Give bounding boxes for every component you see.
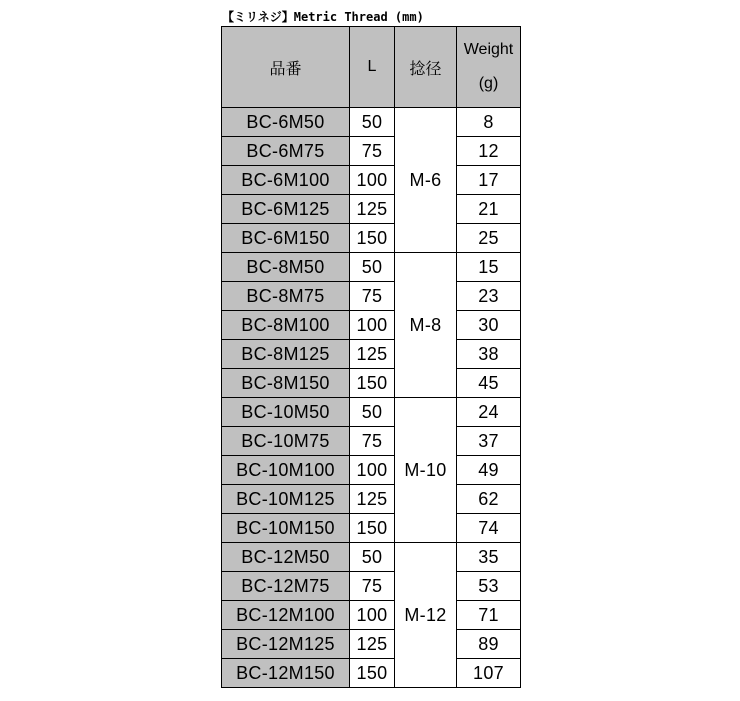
header-weight: [457, 27, 521, 108]
header-weight-label: Weight: [463, 41, 514, 58]
length-cell: 50: [350, 398, 395, 427]
weight-cell: 53: [457, 572, 521, 601]
table-row: [222, 398, 521, 427]
length-cell: 150: [350, 369, 395, 398]
table-row: [222, 108, 521, 137]
weight-cell: 45: [457, 369, 521, 398]
weight-cell: 17: [457, 166, 521, 195]
weight-cell: 107: [457, 659, 521, 688]
part-number-cell: BC-8M150: [222, 369, 350, 398]
weight-cell: 25: [457, 224, 521, 253]
table-row: [222, 137, 521, 166]
table-row: [222, 282, 521, 311]
weight-cell: 35: [457, 543, 521, 572]
table-row: [222, 630, 521, 659]
weight-cell: 15: [457, 253, 521, 282]
length-cell: 75: [350, 282, 395, 311]
table-row: [222, 543, 521, 572]
part-number-cell: BC-8M100: [222, 311, 350, 340]
length-cell: 75: [350, 572, 395, 601]
weight-cell: 8: [457, 108, 521, 137]
length-cell: 100: [350, 456, 395, 485]
thread-size-cell: M-6: [395, 108, 457, 253]
length-cell: 150: [350, 659, 395, 688]
table-row: [222, 427, 521, 456]
weight-cell: 62: [457, 485, 521, 514]
weight-cell: 38: [457, 340, 521, 369]
weight-cell: 89: [457, 630, 521, 659]
spec-table: [221, 26, 521, 688]
length-cell: 125: [350, 630, 395, 659]
weight-cell: 21: [457, 195, 521, 224]
table-row: [222, 659, 521, 688]
length-cell: 150: [350, 224, 395, 253]
table-row: [222, 166, 521, 195]
header-thread: 捻径: [395, 27, 457, 108]
weight-cell: 30: [457, 311, 521, 340]
length-cell: 125: [350, 485, 395, 514]
length-cell: 50: [350, 253, 395, 282]
part-number-cell: BC-12M150: [222, 659, 350, 688]
table-row: [222, 195, 521, 224]
weight-cell: 23: [457, 282, 521, 311]
part-number-cell: BC-6M125: [222, 195, 350, 224]
table-row: [222, 485, 521, 514]
length-cell: 150: [350, 514, 395, 543]
header-part-no: 品番: [222, 27, 350, 108]
table-row: [222, 369, 521, 398]
table-row: [222, 311, 521, 340]
part-number-cell: BC-10M125: [222, 485, 350, 514]
length-cell: 50: [350, 543, 395, 572]
table-row: [222, 340, 521, 369]
header-length: L: [350, 27, 395, 108]
weight-cell: 24: [457, 398, 521, 427]
table-row: [222, 514, 521, 543]
thread-size-cell: M-8: [395, 253, 457, 398]
length-cell: 100: [350, 311, 395, 340]
thread-size-cell: M-12: [395, 543, 457, 688]
table-body: [222, 108, 521, 688]
length-cell: 75: [350, 427, 395, 456]
length-cell: 125: [350, 340, 395, 369]
part-number-cell: BC-10M75: [222, 427, 350, 456]
weight-cell: 49: [457, 456, 521, 485]
part-number-cell: BC-6M100: [222, 166, 350, 195]
header-row: [222, 27, 521, 108]
length-cell: 100: [350, 601, 395, 630]
length-cell: 50: [350, 108, 395, 137]
table-row: [222, 572, 521, 601]
thread-size-cell: M-10: [395, 398, 457, 543]
length-cell: 125: [350, 195, 395, 224]
weight-cell: 71: [457, 601, 521, 630]
part-number-cell: BC-12M50: [222, 543, 350, 572]
part-number-cell: BC-8M75: [222, 282, 350, 311]
part-number-cell: BC-10M50: [222, 398, 350, 427]
weight-cell: 74: [457, 514, 521, 543]
table-caption: 【ミリネジ】Metric Thread (mm): [222, 10, 424, 24]
length-cell: 75: [350, 137, 395, 166]
part-number-cell: BC-6M150: [222, 224, 350, 253]
part-number-cell: BC-12M125: [222, 630, 350, 659]
table-row: [222, 601, 521, 630]
part-number-cell: BC-12M75: [222, 572, 350, 601]
part-number-cell: BC-6M50: [222, 108, 350, 137]
part-number-cell: BC-8M50: [222, 253, 350, 282]
weight-cell: 12: [457, 137, 521, 166]
table-row: [222, 253, 521, 282]
part-number-cell: BC-10M150: [222, 514, 350, 543]
table-row: [222, 224, 521, 253]
part-number-cell: BC-12M100: [222, 601, 350, 630]
part-number-cell: BC-10M100: [222, 456, 350, 485]
header-weight-unit: (g): [478, 75, 499, 92]
part-number-cell: BC-8M125: [222, 340, 350, 369]
table-row: [222, 456, 521, 485]
weight-cell: 37: [457, 427, 521, 456]
part-number-cell: BC-6M75: [222, 137, 350, 166]
length-cell: 100: [350, 166, 395, 195]
